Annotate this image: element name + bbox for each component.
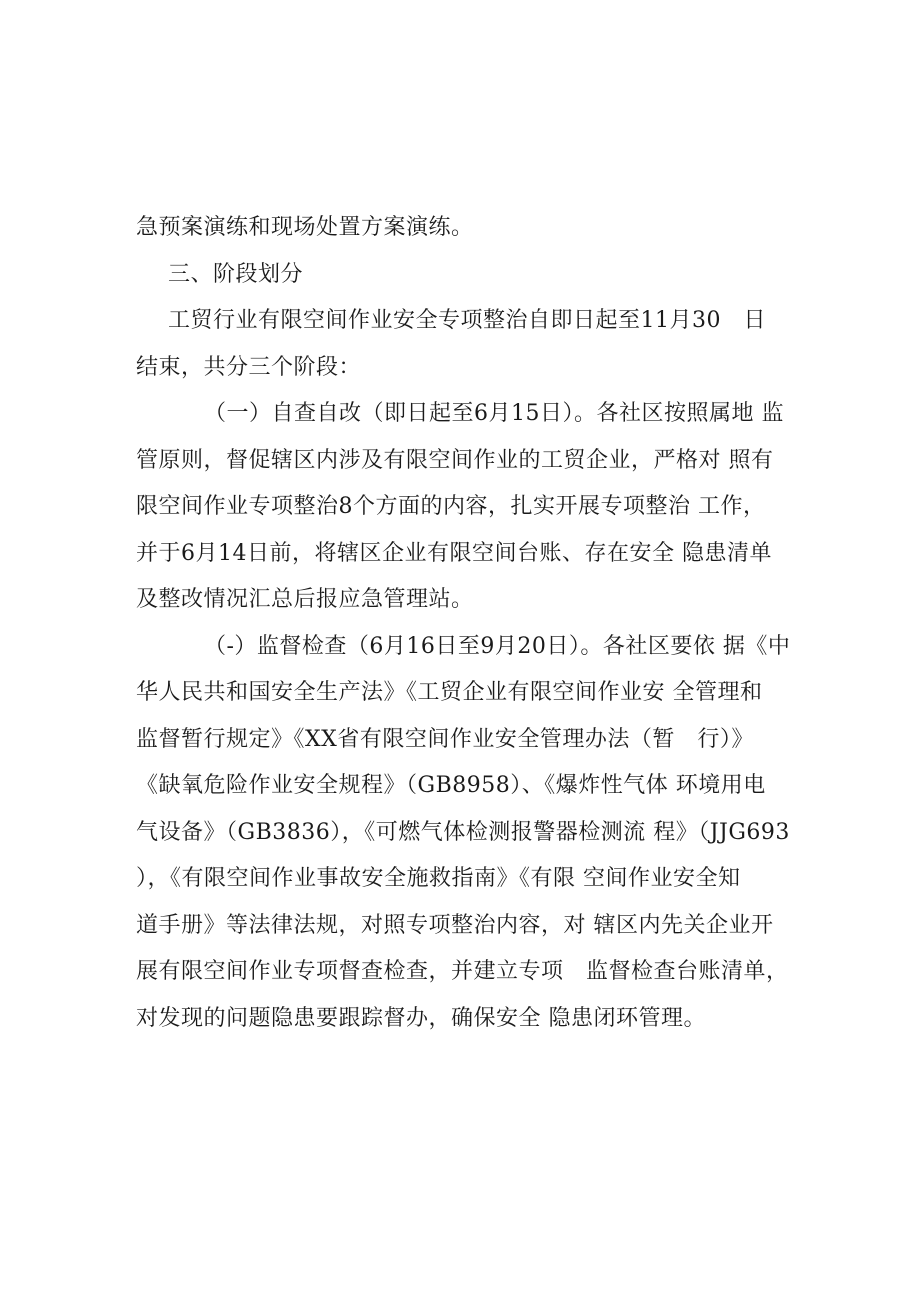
text-line: 结束，共分三个阶段： — [136, 354, 362, 380]
text-line: 对发现的问题隐患要跟踪督办，确保安全 隐患闭环管理。 — [136, 1005, 706, 1031]
text-line: 气设备》（GB3836），《可燃气体检测报警器检测流 程》（JJG693 — [136, 819, 790, 845]
text-line: 管原则，督促辖区内涉及有限空间作业的工贸企业，严格对 照有 — [136, 447, 774, 473]
text-line: 急预案演练和现场处置方案演练。 — [136, 215, 474, 240]
text-line: 道手册》等法律法规，对照专项整治内容，对 辖区内先关企业开 — [136, 912, 774, 938]
text-line: 展有限空间作业专项督查检查，并建立专项 监督检查台账清单， — [136, 959, 789, 984]
text-line: 华人民共和国安全生产法》《工贸企业有限空间作业安 全管理和 — [136, 680, 763, 705]
text-line: 《缺氧危险作业安全规程》（GB8958）、《爆炸性气体 环境用电 — [136, 773, 766, 798]
text-line: （-）监督检查（6月16日至9月20日）。各社区要依 据《中 — [204, 633, 791, 659]
text-line: 监督暂行规定》《XX省有限空间作业安全管理办法（暂 行）》 — [136, 726, 754, 752]
text-line: 并于6月14日前，将辖区企业有限空间台账、存在安全 隐患清单 — [136, 540, 772, 566]
text-line: 及整改情况汇总后报应急管理站。 — [136, 587, 474, 612]
text-line: 三、阶段划分 — [168, 261, 304, 287]
text-line: 限空间作业专项整治8个方面的内容，扎实开展专项整治 工作， — [136, 494, 766, 519]
text-line: ），《有限空间作业事故安全施救指南》《有限 空间作业安全知 — [136, 866, 741, 891]
text-line: 工贸行业有限空间作业安全专项整治自即日起至11月30 日 — [168, 308, 766, 333]
text-line: （一）自查自改（即日起至6月15日）。各社区按照属地 监 — [204, 401, 784, 426]
body-text — [136, 205, 796, 1042]
